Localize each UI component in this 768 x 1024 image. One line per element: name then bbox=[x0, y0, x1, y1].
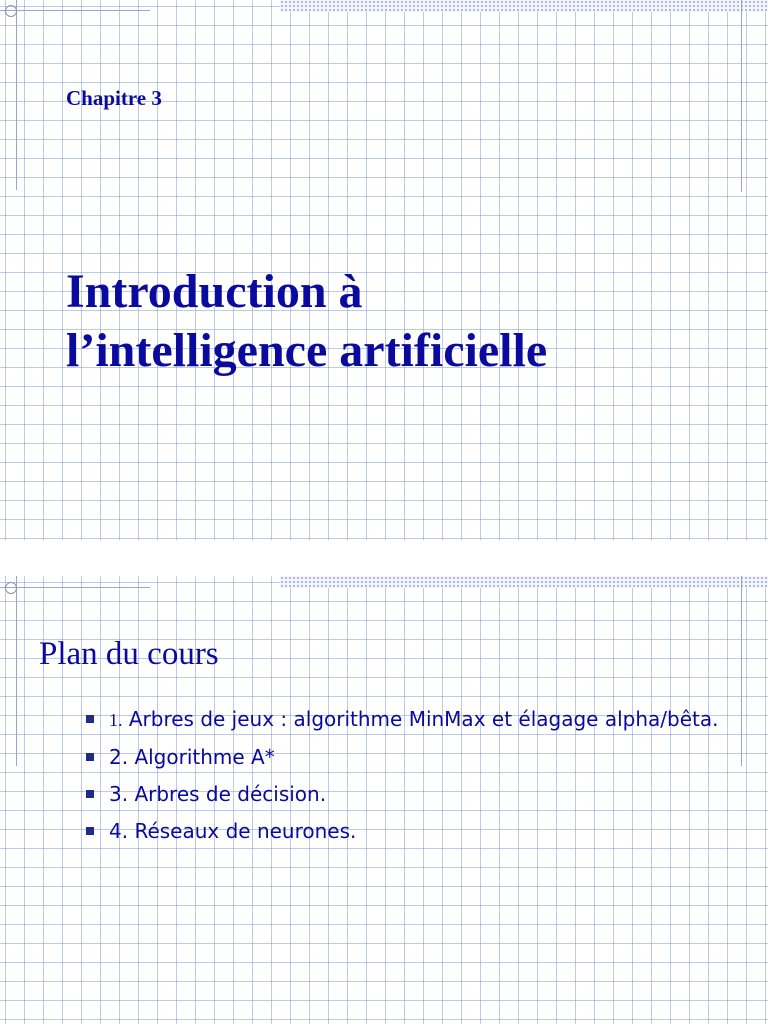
chapter-label: Chapitre 3 bbox=[66, 86, 162, 110]
title-line-2: l’intelligence artificielle bbox=[66, 324, 548, 377]
list-item bbox=[84, 817, 724, 846]
corner-line bbox=[0, 587, 150, 588]
corner-line bbox=[16, 0, 17, 190]
title-line-1: Introduction à bbox=[66, 265, 363, 318]
corner-line bbox=[741, 576, 742, 766]
item-text: 2. Algorithme A* bbox=[109, 745, 275, 769]
list-item bbox=[84, 705, 724, 735]
corner-line bbox=[741, 0, 742, 192]
plan-list bbox=[84, 705, 724, 854]
plan-heading: Plan du cours bbox=[39, 636, 219, 672]
corner-line bbox=[16, 576, 17, 766]
square-bullet-icon bbox=[86, 753, 94, 761]
list-item bbox=[84, 743, 724, 772]
corner-circle-icon bbox=[5, 582, 17, 594]
dotted-band bbox=[280, 0, 768, 12]
dotted-band bbox=[280, 576, 768, 588]
square-bullet-icon bbox=[86, 790, 94, 798]
item-text: 3. Arbres de décision. bbox=[109, 782, 327, 806]
slide-gap bbox=[0, 540, 768, 576]
item-text: Arbres de jeux : algorithme MinMax et élagage alpha/bêta. bbox=[122, 707, 719, 731]
item-text: 4. Réseaux de neurones. bbox=[109, 819, 357, 843]
corner-circle-icon bbox=[5, 5, 17, 17]
slide-title bbox=[66, 262, 547, 380]
square-bullet-icon bbox=[86, 715, 94, 723]
list-item bbox=[84, 780, 724, 809]
square-bullet-icon bbox=[86, 827, 94, 835]
item-number: 1. bbox=[109, 710, 123, 730]
corner-line bbox=[0, 10, 150, 11]
